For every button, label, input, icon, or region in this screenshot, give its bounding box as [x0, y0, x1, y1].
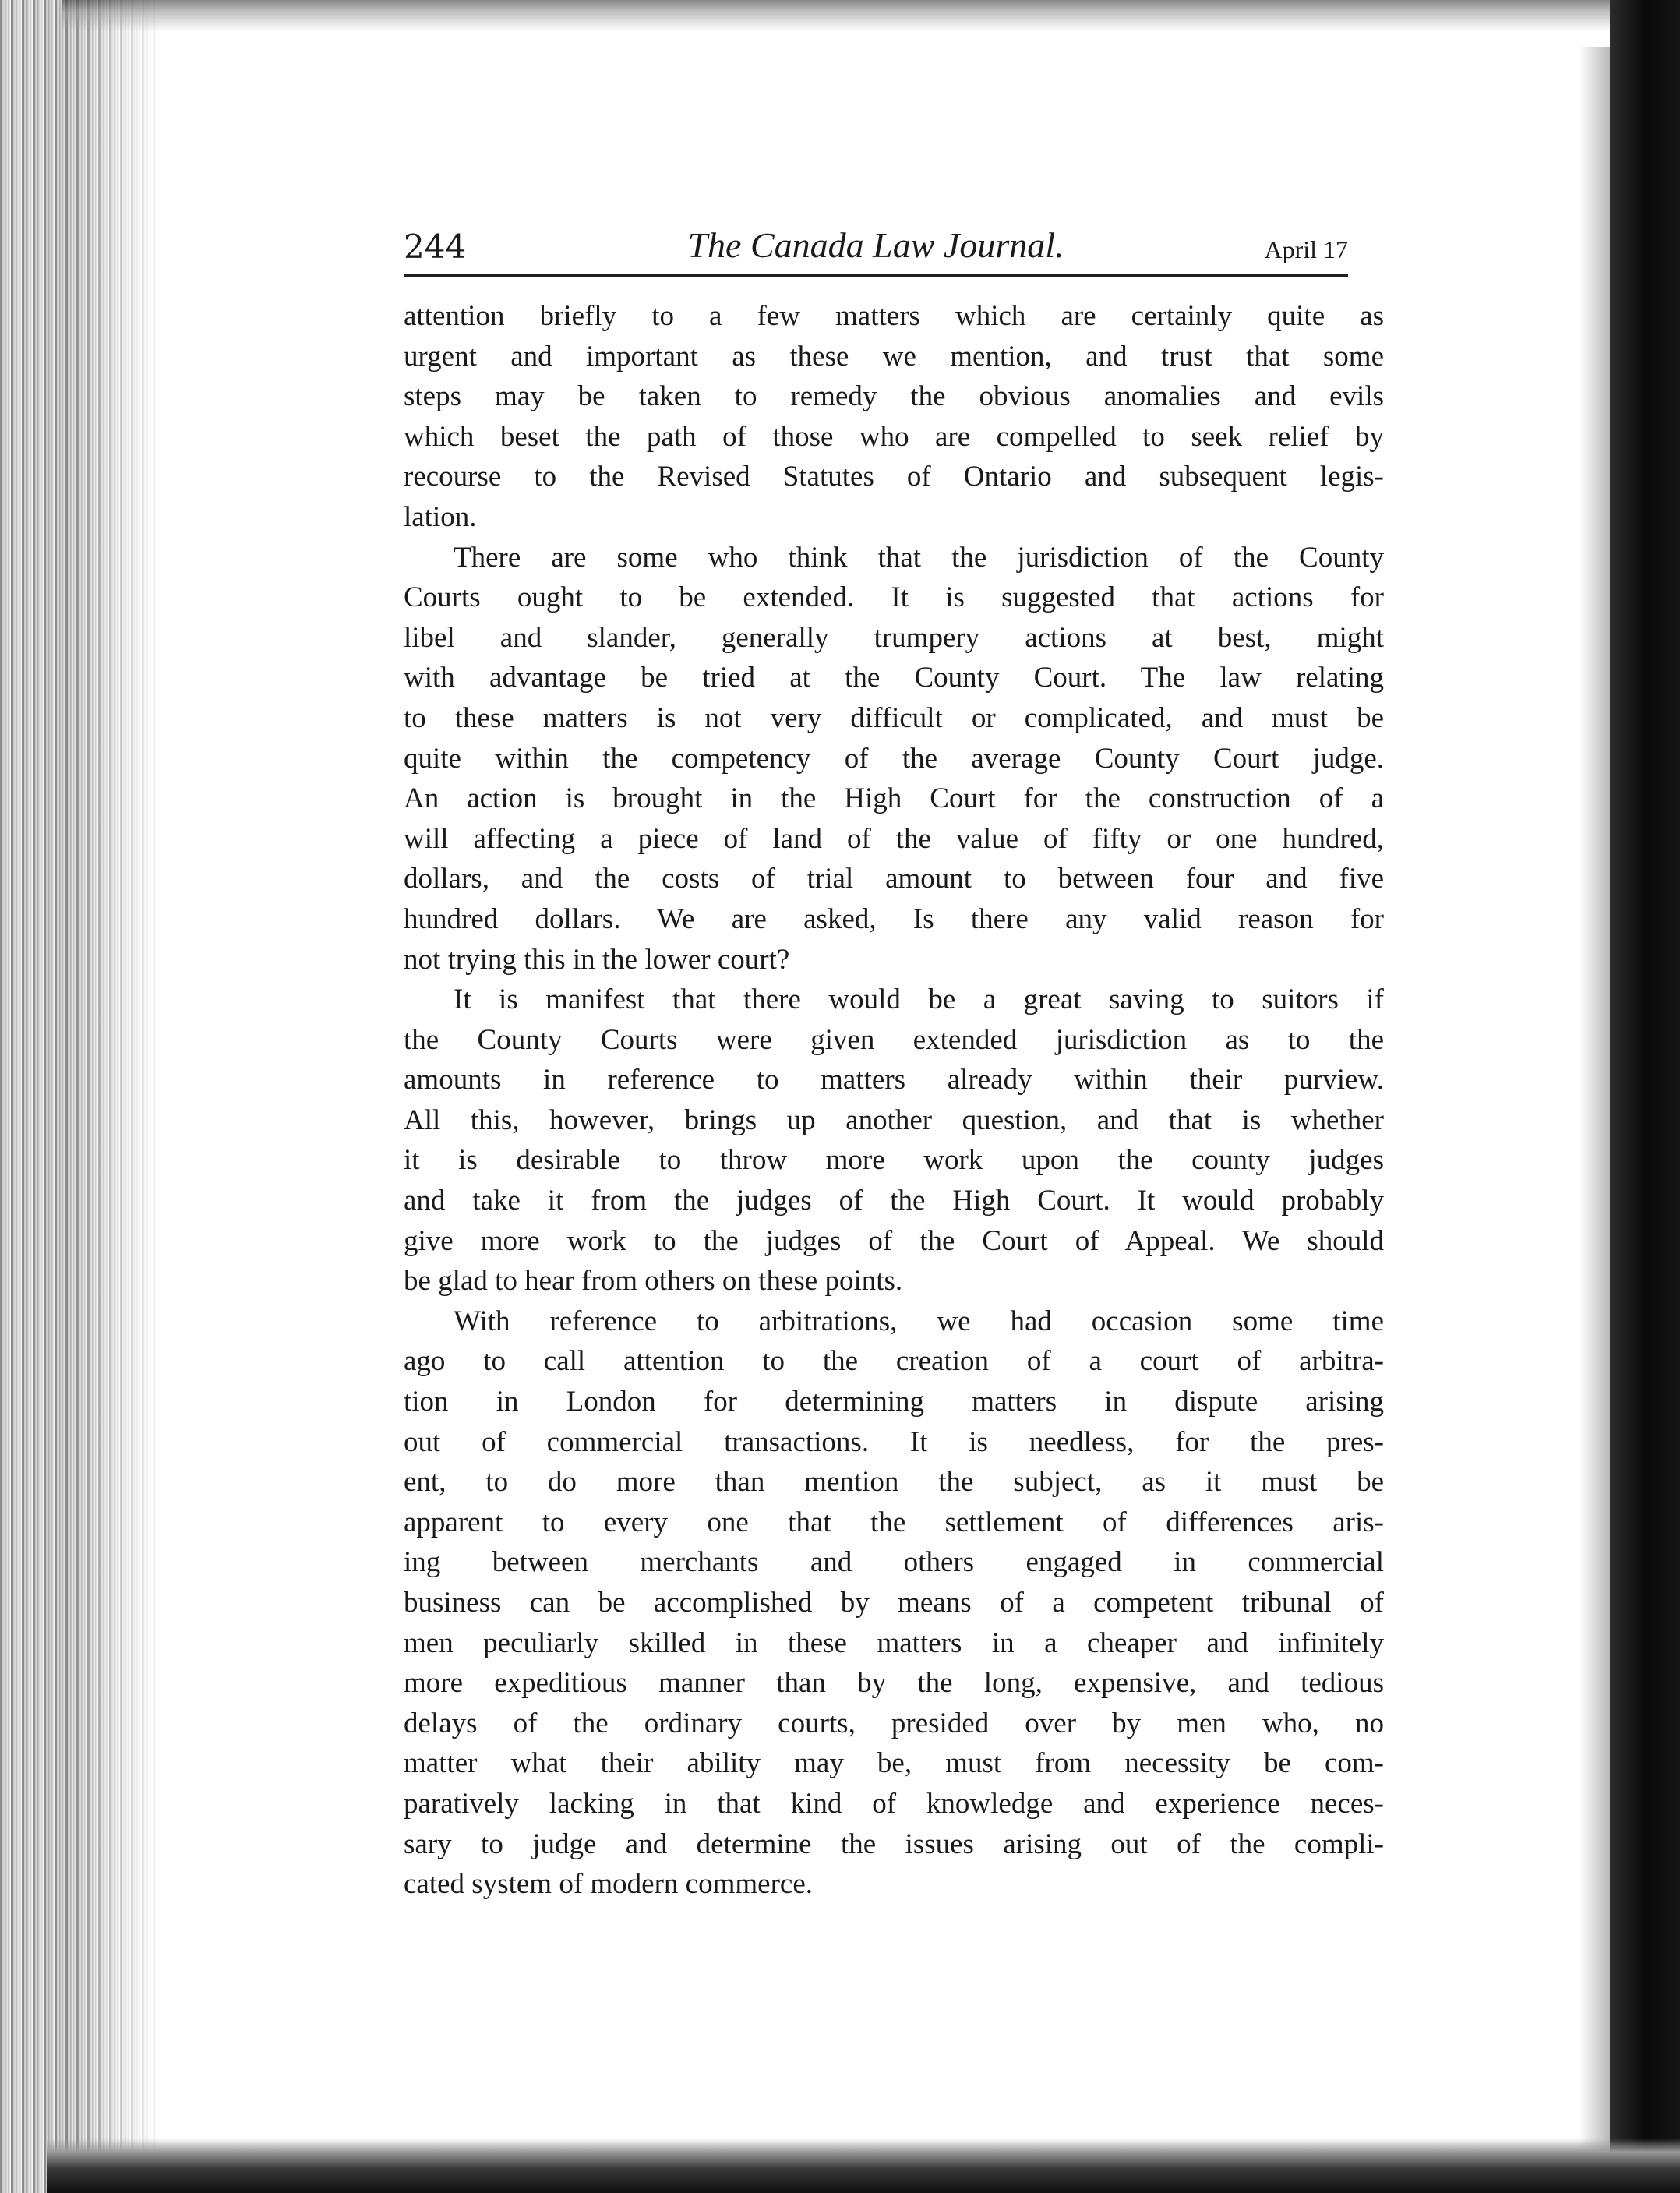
text-line: ing between merchants and others engaged in commercial [404, 1546, 1384, 1579]
text-line: ago to call attention to the creation of a court of arbitra- [404, 1345, 1384, 1378]
text-line: sary to judge and determine the issues arising out of the compli- [404, 1828, 1384, 1860]
article-body [404, 296, 1384, 1905]
text-line: hundred dollars. We are asked, Is there any valid reason for [404, 902, 1384, 935]
page-number: 244 [404, 228, 467, 266]
text-line: cated system of modern commerce. [404, 1868, 813, 1901]
text-line: to these matters is not very difficult or complicated, and must be [404, 701, 1384, 734]
journal-title: The Canada Law Journal. [687, 225, 1064, 265]
text-line: amounts in reference to matters already within their purview. [404, 1064, 1384, 1096]
text-line: It is manifest that there would be a great saving to suitors if [454, 983, 1384, 1016]
text-line: tion in London for determining matters in dispute arising [404, 1386, 1384, 1418]
running-head [404, 224, 1348, 273]
text-line: ent, to do more than mention the subject, as it must be [404, 1466, 1384, 1499]
text-line: lation. [404, 500, 477, 533]
text-line: out of commercial transactions. It is needless, for the pres- [404, 1425, 1384, 1458]
text-line: urgent and important as these we mention, and trust that some [404, 340, 1384, 373]
text-line: dollars, and the costs of trial amount to between four and five [404, 863, 1384, 895]
text-line: with advantage be tried at the County Court. The law relating [404, 662, 1384, 694]
text-line: An action is brought in the High Court for the construction of a [404, 782, 1384, 815]
text-line: libel and slander, generally trumpery actions at best, might [404, 621, 1384, 654]
text-line: which beset the path of those who are compelled to seek relief by [404, 420, 1384, 453]
text-line: matter what their ability may be, must from necessity be com- [404, 1747, 1384, 1780]
text-line: and take it from the judges of the High Court. It would probably [404, 1185, 1384, 1217]
issue-date: April 17 [1264, 235, 1348, 263]
text-line: Courts ought to be extended. It is suggested that actions for [404, 581, 1384, 614]
text-line: give more work to the judges of the Court of Appeal. We should [404, 1224, 1384, 1257]
header-rule [404, 274, 1348, 277]
text-line: delays of the ordinary courts, presided over by men who, no [404, 1707, 1384, 1739]
text-line: All this, however, brings up another question, and that is whether [404, 1104, 1384, 1136]
text-line: business can be accomplished by means of a competent tribunal of [404, 1587, 1384, 1619]
text-line: the County Courts were given extended jurisdiction as to the [404, 1023, 1384, 1056]
text-line: apparent to every one that the settlement of differences aris- [404, 1506, 1384, 1538]
text-line: paratively lacking in that kind of knowledge and experience neces- [404, 1787, 1384, 1820]
text-line: steps may be taken to remedy the obvious anomalies and evils [404, 380, 1384, 413]
text-line: recourse to the Revised Statutes of Ontario and subsequent legis- [404, 461, 1384, 493]
right-page-shadow [1579, 47, 1610, 2151]
text-line: There are some who think that the jurisdiction of the County [454, 541, 1384, 574]
text-line: it is desirable to throw more work upon the county judges [404, 1144, 1384, 1177]
text-line: men peculiarly skilled in these matters in a cheaper and infinitely [404, 1626, 1384, 1659]
text-line: With reference to arbitrations, we had occasion some time [454, 1305, 1384, 1337]
binding-fade [70, 0, 164, 2193]
top-scan-edge [62, 0, 1621, 31]
text-line: be glad to hear from others on these points. [404, 1265, 903, 1298]
right-scan-edge [1610, 0, 1680, 2193]
text-line: not trying this in the lower court? [404, 943, 790, 976]
bottom-scan-edge [47, 2138, 1680, 2193]
text-line: attention briefly to a few matters which are certainly quite as [404, 300, 1384, 332]
text-line: will affecting a piece of land of the value of fifty or one hundred, [404, 822, 1384, 855]
text-line: more expeditious manner than by the long, expensive, and tedious [404, 1667, 1384, 1700]
text-line: quite within the competency of the average County Court judge. [404, 742, 1384, 775]
